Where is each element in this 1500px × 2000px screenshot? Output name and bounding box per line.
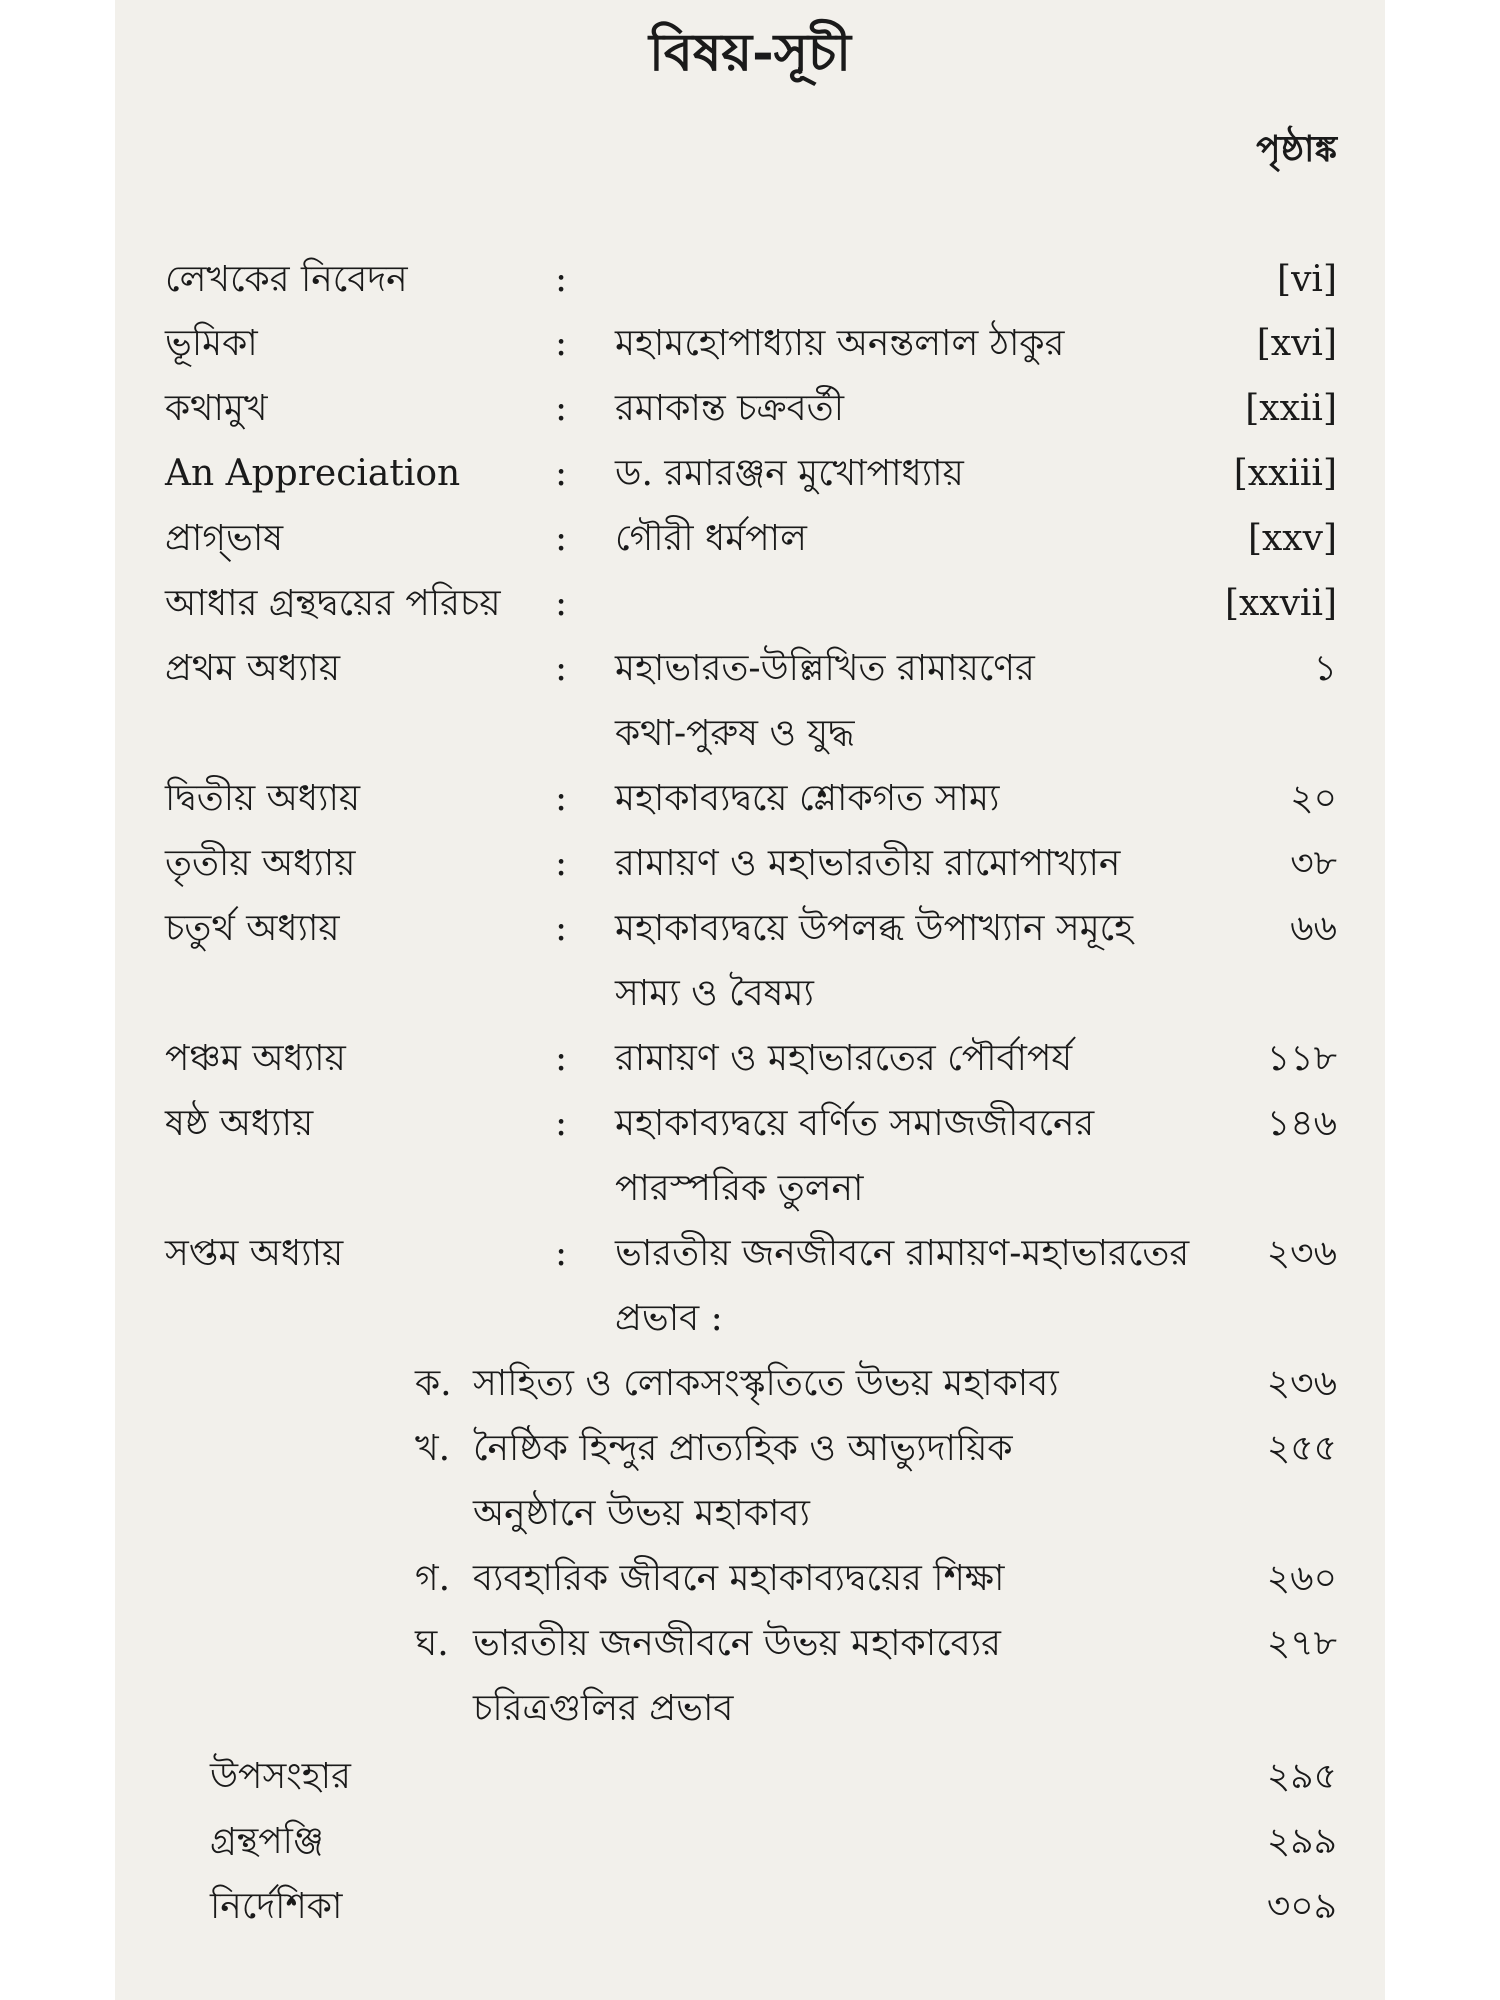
entry-description-continued: সাম্য ও বৈষম্য xyxy=(615,973,814,1014)
entry-colon: : xyxy=(555,323,568,364)
entry-page: [xvi] xyxy=(1256,323,1337,364)
subentry-text-continued: অনুষ্ঠানে উভয় মহাকাব্য xyxy=(473,1493,810,1534)
subentry-text: ব্যবহারিক জীবনে মহাকাব্যদ্বয়ের শিক্ষা xyxy=(473,1558,1005,1599)
entry-colon: : xyxy=(555,583,568,624)
end-entry-page: ৩০৯ xyxy=(1266,1886,1337,1927)
entry-label: প্রথম অধ্যায় xyxy=(165,648,341,689)
end-entry-label: গ্রন্থপঞ্জি xyxy=(210,1821,324,1862)
toc-end-entry xyxy=(115,1810,1385,1874)
entry-page: [xxiii] xyxy=(1233,453,1337,494)
toc-entry xyxy=(115,507,1385,571)
entry-page: ১৪৬ xyxy=(1266,1103,1337,1144)
toc-entry-continuation xyxy=(115,1157,1385,1221)
toc-subentry xyxy=(115,1417,1385,1481)
entry-page: [vi] xyxy=(1277,259,1337,300)
toc-entry-continuation xyxy=(115,702,1385,766)
toc-end-entry xyxy=(115,1745,1385,1809)
entry-label: লেখকের নিবেদন xyxy=(165,259,408,300)
entry-label: তৃতীয় অধ্যায় xyxy=(165,843,356,884)
entry-colon: : xyxy=(555,259,568,300)
contents-page xyxy=(115,0,1385,2000)
entry-description: মহামহোপাধ্যায় অনন্তলাল ঠাকুর xyxy=(615,323,1065,364)
subentry-text: নৈষ্ঠিক হিন্দুর প্রাত্যহিক ও আভ্যুদায়িক xyxy=(473,1428,1013,1469)
entry-label: কথামুখ xyxy=(165,388,268,429)
entry-description: গৌরী ধর্মপাল xyxy=(615,518,807,559)
toc-entry-continuation xyxy=(115,962,1385,1026)
entry-description: মহাকাব্যদ্বয়ে বর্ণিত সমাজজীবনের xyxy=(615,1103,1095,1144)
entry-label: ষষ্ঠ অধ্যায় xyxy=(165,1103,314,1144)
end-entry-label: উপসংহার xyxy=(210,1756,351,1797)
entry-page: ২৩৬ xyxy=(1266,1233,1337,1274)
entry-label: আধার গ্রন্থদ্বয়ের পরিচয় xyxy=(165,583,501,624)
entry-label: চতুর্থ অধ্যায় xyxy=(165,908,340,949)
entry-label: দ্বিতীয় অধ্যায় xyxy=(165,778,361,819)
toc-entry xyxy=(115,1027,1385,1091)
toc-entry-continuation xyxy=(115,1287,1385,1351)
entry-page: [xxii] xyxy=(1245,388,1337,429)
entry-label: প্রাগ্ভাষ xyxy=(165,518,284,559)
entry-page: ২০ xyxy=(1290,778,1337,819)
subentry-text: ভারতীয় জনজীবনে উভয় মহাকাব্যের xyxy=(473,1623,1001,1664)
entry-colon: : xyxy=(555,1103,568,1144)
entry-page: [xxv] xyxy=(1247,518,1337,559)
toc-entry xyxy=(115,637,1385,701)
entry-page: ৬৬ xyxy=(1290,908,1337,949)
toc-entry xyxy=(115,1222,1385,1286)
entry-colon: : xyxy=(555,648,568,689)
toc-entry xyxy=(115,897,1385,961)
toc-subentry xyxy=(115,1352,1385,1416)
entry-page: ১১৮ xyxy=(1266,1038,1337,1079)
entry-description-continued: কথা-পুরুষ ও যুদ্ধ xyxy=(615,713,855,754)
page-title: বিষয়-সূচী xyxy=(649,22,851,83)
entry-description-continued: পারস্পরিক তুলনা xyxy=(615,1168,864,1209)
page-number-column-label: পৃষ্ঠাঙ্ক xyxy=(1256,128,1337,170)
toc-entry xyxy=(115,572,1385,636)
entry-colon: : xyxy=(555,843,568,884)
toc-subentry xyxy=(115,1612,1385,1676)
toc-entry xyxy=(115,442,1385,506)
toc-entry xyxy=(115,312,1385,376)
entry-page: ১ xyxy=(1313,648,1337,689)
entry-description: ড. রমারঞ্জন মুখোপাধ্যায় xyxy=(615,453,964,494)
end-entry-page: ২৯৫ xyxy=(1266,1756,1337,1797)
subentry-page: ২৫৫ xyxy=(1266,1428,1337,1469)
entry-colon: : xyxy=(555,1233,568,1274)
entry-page: ৩৮ xyxy=(1290,843,1337,884)
entry-description: মহাভারত-উল্লিখিত রামায়ণের xyxy=(615,648,1035,689)
entry-description: ভারতীয় জনজীবনে রামায়ণ-মহাভারতের xyxy=(615,1233,1190,1274)
toc-entry xyxy=(115,832,1385,896)
entry-colon: : xyxy=(555,1038,568,1079)
end-entry-label: নির্দেশিকা xyxy=(210,1886,343,1927)
toc-subentry-continuation xyxy=(115,1482,1385,1546)
toc-subentry xyxy=(115,1547,1385,1611)
toc-entry xyxy=(115,1092,1385,1156)
entry-description-continued: প্রভাব : xyxy=(615,1298,723,1339)
toc-entry xyxy=(115,767,1385,831)
entry-description: রমাকান্ত চক্রবর্তী xyxy=(615,388,844,429)
entry-description: রামায়ণ ও মহাভারতের পৌর্বাপর্য xyxy=(615,1038,1073,1079)
end-entry-page: ২৯৯ xyxy=(1266,1821,1337,1862)
toc-entry xyxy=(115,248,1385,312)
entry-colon: : xyxy=(555,453,568,494)
subentry-page: ২৭৮ xyxy=(1266,1623,1337,1664)
entry-page: [xxvii] xyxy=(1224,583,1337,624)
subentry-marker: ঘ. xyxy=(415,1623,449,1664)
subentry-marker: গ. xyxy=(415,1558,451,1599)
entry-colon: : xyxy=(555,778,568,819)
entry-description: রামায়ণ ও মহাভারতীয় রামোপাখ্যান xyxy=(615,843,1121,884)
entry-colon: : xyxy=(555,388,568,429)
subentry-marker: খ. xyxy=(415,1428,451,1469)
entry-label: ভূমিকা xyxy=(165,323,258,364)
toc-subentry-continuation xyxy=(115,1677,1385,1741)
entry-label: পঞ্চম অধ্যায় xyxy=(165,1038,346,1079)
subentry-text-continued: চরিত্রগুলির প্রভাব xyxy=(473,1688,734,1729)
entry-colon: : xyxy=(555,518,568,559)
toc-entry xyxy=(115,377,1385,441)
entry-label: সপ্তম অধ্যায় xyxy=(165,1233,344,1274)
entry-label: An Appreciation xyxy=(165,453,461,494)
subentry-text: সাহিত্য ও লোকসংস্কৃতিতে উভয় মহাকাব্য xyxy=(473,1363,1059,1404)
subentry-page: ২৩৬ xyxy=(1266,1363,1337,1404)
subentry-page: ২৬০ xyxy=(1266,1558,1337,1599)
subentry-marker: ক. xyxy=(415,1363,452,1404)
entry-colon: : xyxy=(555,908,568,949)
entry-description: মহাকাব্যদ্বয়ে শ্লোকগত সাম্য xyxy=(615,778,1000,819)
entry-description: মহাকাব্যদ্বয়ে উপলব্ধ উপাখ্যান সমূহে xyxy=(615,908,1134,949)
toc-end-entry xyxy=(115,1875,1385,1939)
